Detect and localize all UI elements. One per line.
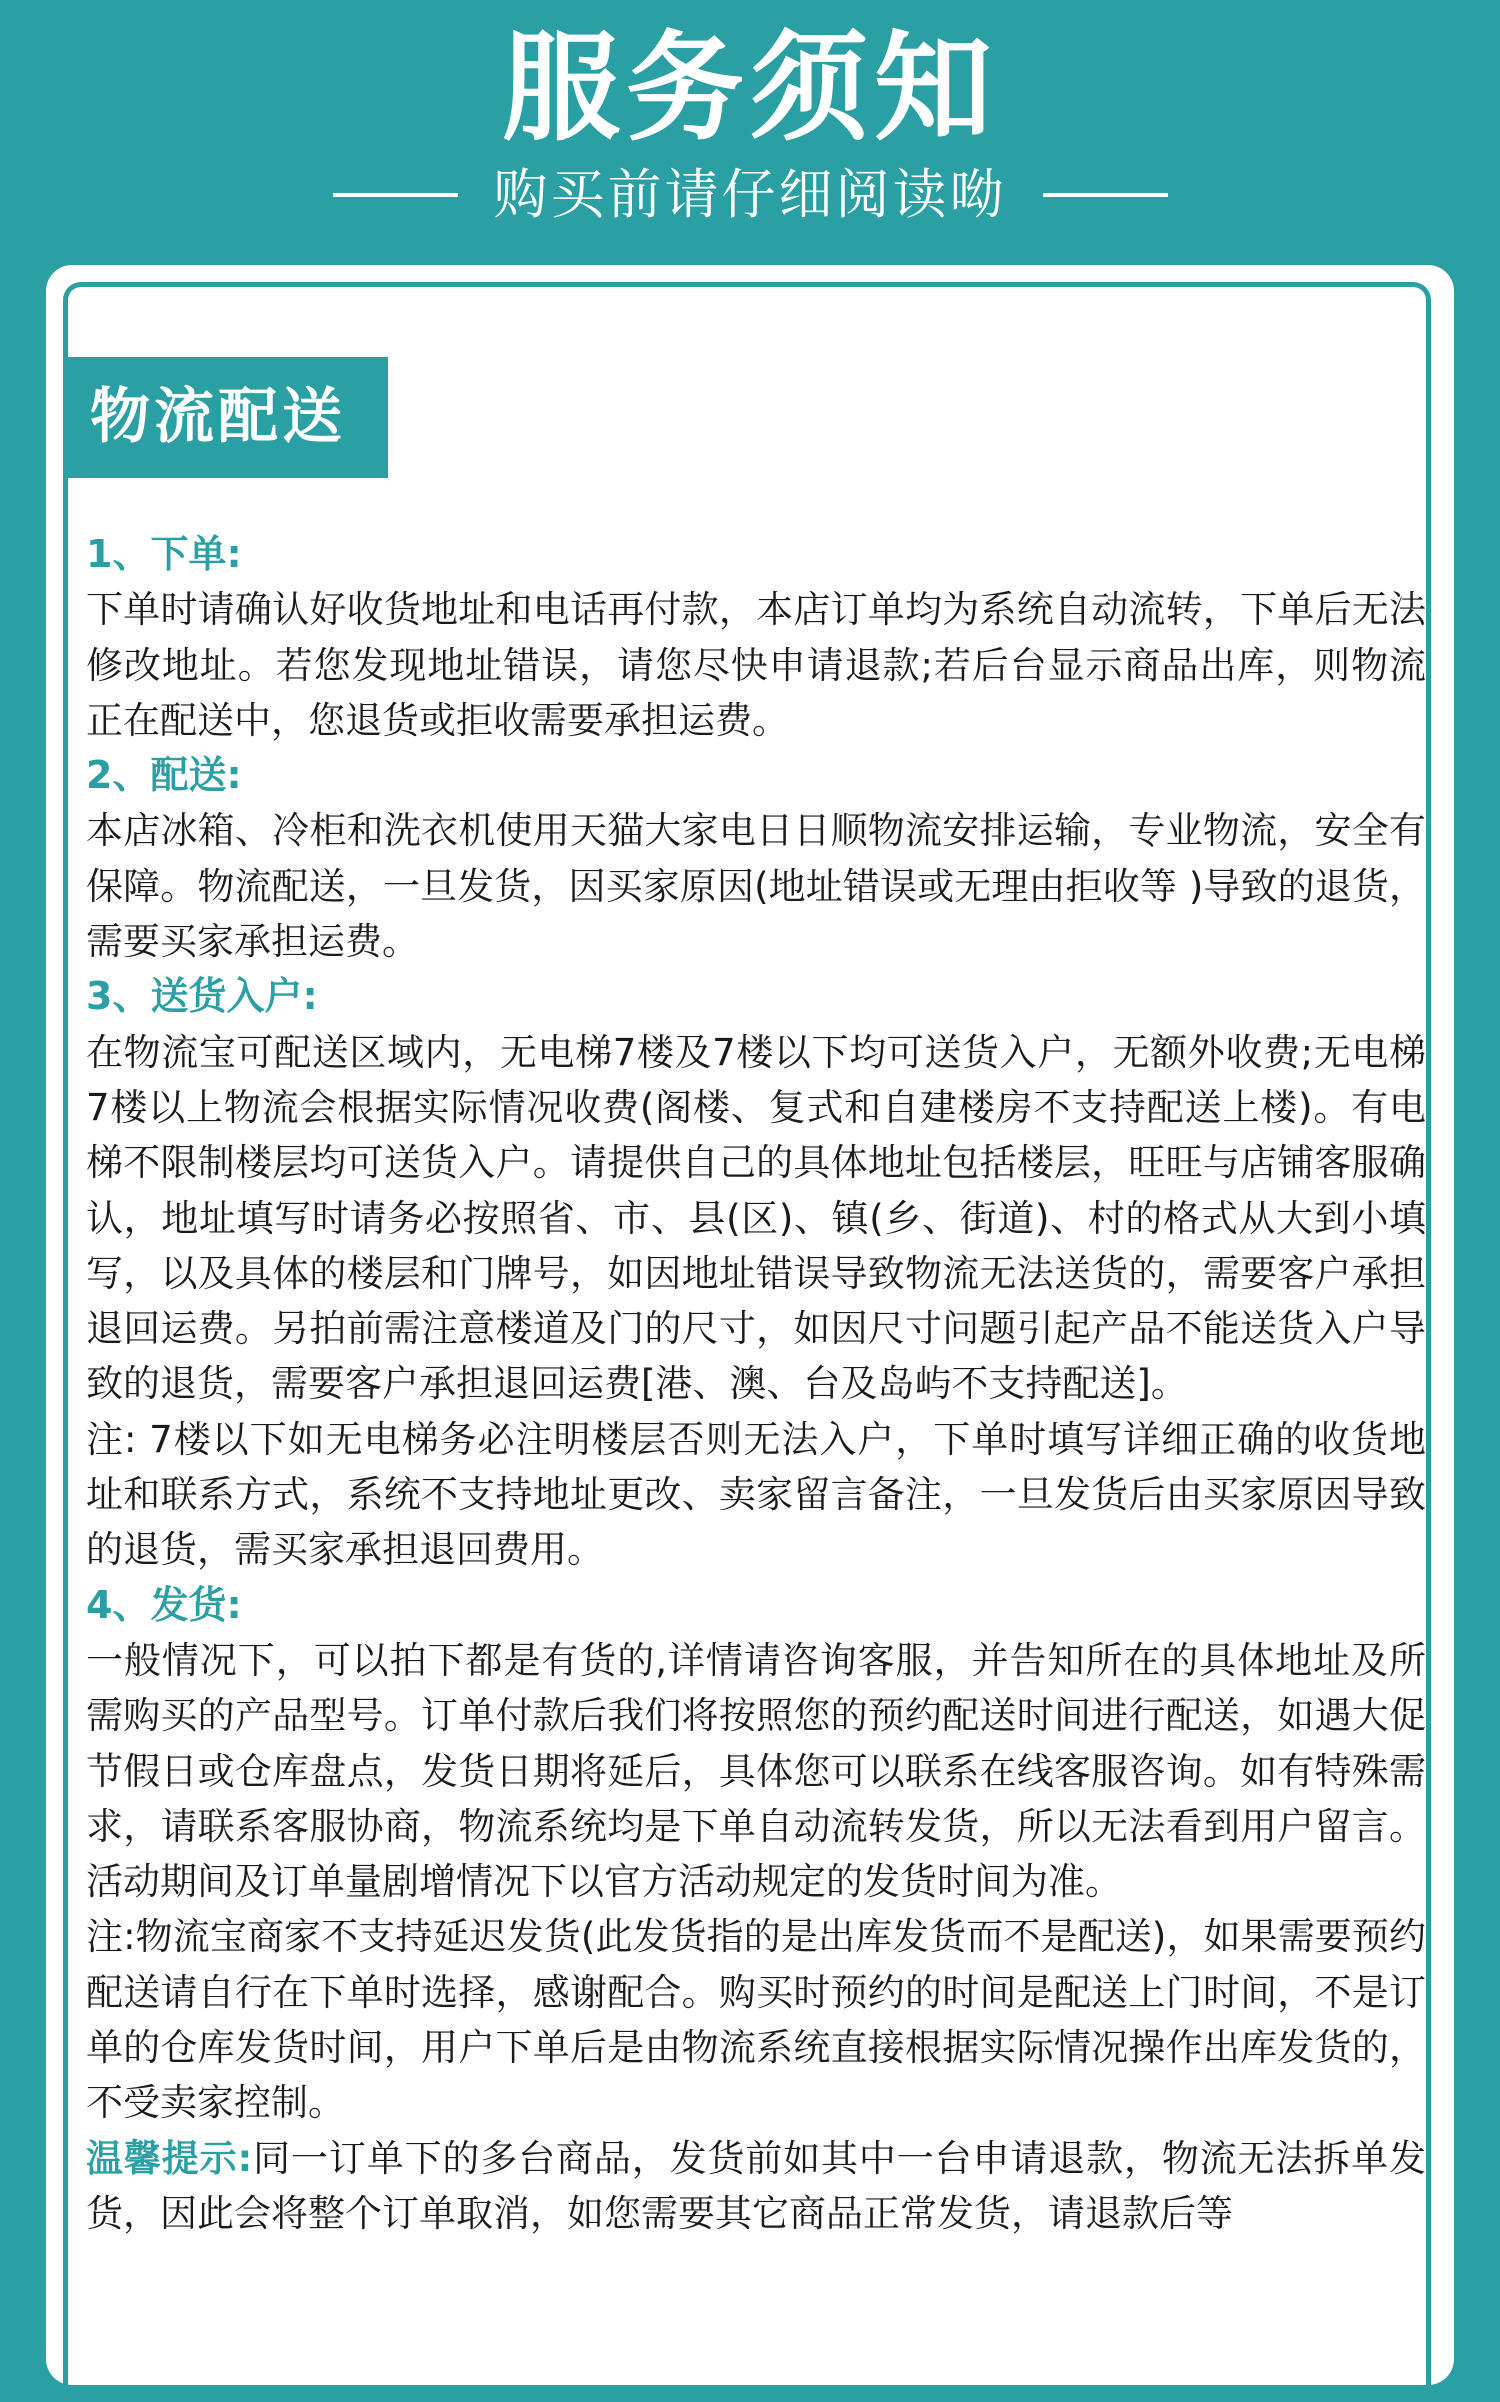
item-paragraph: 本店冰箱、冷柜和洗衣机使用天猫大家电日日顺物流安排运输，专业物流，安全有保障。物流配送，一旦发货，因买家原因(地址错误或无理由拒收等 )导致的退货，需要买家承担运费。 — [86, 809, 1426, 964]
notice-item-home-delivery — [86, 969, 1426, 1577]
page-subtitle: 购买前请仔细阅读呦 — [493, 163, 1007, 226]
warm-tip-text: 同一订单下的多台商品，发货前如其中一台申请退款，物流无法拆单发货，因此会将整个订单取消，如您需要其它商品正常发货，请退款后等 — [86, 2136, 1426, 2235]
notice-content — [86, 527, 1426, 2241]
notice-item-order — [86, 527, 1426, 748]
item-paragraph: 一般情况下，可以拍下都是有货的,详情请咨询客服，并告知所在的具体地址及所需购买的产品型号。订单付款后我们将按照您的预约配送时间进行配送，如遇大促节假日或仓库盘点，发货日期将延后，具体您可以联系在线客服咨询。如有特殊需求，请联系客服协商，物流系统均是下单自动流转发货，所以无法看到用户留言。活动期间及订单量剧增情况下以官方活动规定的发货时间为准。 — [86, 1638, 1426, 1904]
notice-item-delivery — [86, 748, 1426, 969]
section-title: 物流配送 — [68, 357, 388, 478]
item-heading: 4、发货: — [86, 1582, 242, 1627]
item-note: 注: 7楼以下如无电梯务必注明楼层否则无法入户，下单时填写详细正确的收货地 址和联系方式，系统不支持地址更改、卖家留言备注，一旦发货后由买家原因导致的退货，需买家承担退回费用。 — [86, 1417, 1426, 1572]
page-title: 服务须知 — [501, 19, 998, 157]
item-note: 注:物流宝商家不支持延迟发货(此发货指的是出库发货而不是配送)，如果需要预约配送请自行在下单时选择，感谢配合。购买时预约的时间是配送上门时间，不是订单的仓库发货时间，用户下单后是由物流系统直接根据实际情况操作出库发货的，不受卖家控制。 — [86, 1915, 1426, 2125]
page-header — [0, 0, 1500, 270]
subtitle-row — [0, 160, 1500, 230]
item-heading: 3、送货入户: — [86, 974, 318, 1019]
item-heading: 2、配送: — [86, 753, 242, 798]
subtitle-divider-right — [1043, 193, 1168, 197]
item-paragraph: 在物流宝可配送区域内，无电梯7楼及7楼以下均可送货入户，无额外收费;无电梯7楼以上物流会根据实际情况收费(阁楼、复式和自建楼房不支持配送上楼)。有电梯不限制楼层均可送货入户。请提供自己的具体地址包括楼层，旺旺与店铺客服确认，地址填写时请务必按照省、市、县(区)、镇(乡、街道)、村的格式从大到小填写，以及具体的楼层和门牌号，如因地址错误导致物流无法送货的，需要客户承担退回运费。另拍前需注意楼道及门的尺寸，如因尺寸问题引起产品不能送货入户导致的退货，需要客户承担退回运费[港、澳、台及岛屿不支持配送]。 — [86, 1030, 1426, 1406]
warm-tip-label: 温馨提示: — [86, 2136, 253, 2180]
subtitle-divider-left — [333, 193, 458, 197]
item-heading: 1、下单: — [86, 532, 242, 576]
item-paragraph: 下单时请确认好收货地址和电话再付款，本店订单均为系统自动流转，下单后无法修改地址。若您发现地址错误，请您尽快申请退款;若后台显示商品出库，则物流正在配送中，您退货或拒收需要承担运费。 — [86, 588, 1426, 742]
warm-tip — [86, 2131, 1426, 2242]
notice-item-shipping — [86, 1578, 1426, 2131]
